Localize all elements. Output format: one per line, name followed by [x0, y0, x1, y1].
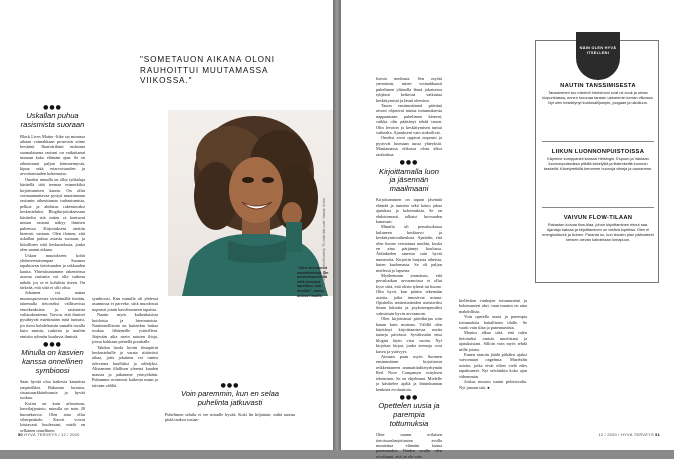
sidebar-divider	[542, 207, 654, 208]
section-heading: Voin paremmin, kun en selaa puhelinta jatkuvasti	[180, 389, 280, 407]
sidebar-item-title: NAUTIN TANSSIMISESTA	[560, 83, 636, 89]
paragraph: Kotini on kuin arboretum, kasvilajiputoto, minulla on noin 20 huonekasvia. Olen aina ollut viherpeukalo. Kasvit voivat loistavasti huolessani, mielä on sellainen onnellinen	[20, 400, 85, 433]
section-divider: ●●●	[399, 159, 419, 167]
paragraph: lisesta mediasta. Sen myötä ymmärsin, miten voimakkaasti puhelimen ylätaolla läsnä jokaisessa tyhjässä hetkessä vaikuttaa keskittymistä ja läsnä olemista.	[376, 76, 442, 103]
paragraph: Olen saanut erilaisen tietoisuusharjoitusten avulla muutettua elämäni laatua paremmaksi. Näiden avulla olen oivaltanut, että on ole vain	[376, 432, 442, 459]
end-mark-icon: ●	[487, 384, 490, 390]
paragraph: Saan hyvää oloa kaikesta kauniista ympärilläni. Rakastan luontoa, sisustusarkkitehtuuria ja hyvää ruokaa.	[20, 379, 85, 401]
photo-caption: "Olen innostunut neurotieteistä. On motivoivaa tietää mitä aivoissa tapahtuu, kun meditoi", sanoo Amina Khalifa.	[297, 266, 329, 298]
sidebar-item-title: LIIKUN LUONNONPUISTOISSA	[551, 149, 645, 155]
section-divider: ●●●	[220, 382, 240, 389]
sidebar-item-title: VAIVUN FLOW-TILAAN	[563, 215, 633, 221]
right-column-1	[376, 76, 442, 459]
paragraph: Black Lives Matter -liike sai minussa aikaan voimakkaan prosessin viime keväänä. Ihonväriltäni ruskeana suomalaisena rasismi on vaikuttanut minuun koko elämäni ajan. Se on aiheuttanut paljon hämmennystä, kipua sekä eriarvoisuuden ja arvottomuuden kokemusta.	[20, 133, 85, 177]
paragraph: Olen kirjoittanut päiväkirjaa niin kauan kuin muistan. Välillä olen käyttänyt kirjoittamisessa useita tunteja päivässä. Syvätissään ensa blogini täytti vissi vuotta. Nyt kirjoitan kirjaa, jonka teemoja ovat kasvu ja ystävyys.	[376, 316, 442, 354]
page-number: 51	[655, 432, 660, 437]
paragraph: Omeksi aivot oppivat nopeasti ja pystyvät luomaan uusia yhteyksiä. Muutamassa viikossa oloni alkoi rauhoittua.	[376, 135, 442, 157]
paragraph: Kirjoittaminen on tapani jäsentää elämää ja tuntetta sekä keino jakaa ajatuksia ja kokemuksia. Se on ehdottomasti talkaisi luovuuden kanavani.	[376, 197, 442, 224]
folio-left	[18, 432, 80, 437]
paragraph: Ennen saatoin jäädä pitkäksi ajaksi vatvomaan ongelmia. Murehdin asioita, jotka eivät olleet vielä edes tapahtuneet. Nyt selviänkin koko ajan vähemmän.	[459, 352, 527, 379]
page-gutter	[333, 0, 341, 450]
paragraph: Voin opetella uusia ja parempia tottumuksia haitallisten tilalle. Se vaatii vain tilaa ja paneutumista.	[459, 314, 527, 331]
paragraph: Muutos alkaa siitä, että tulen tietoiseksi omista tunteistani ja ajatuksistani. Silloin voin myös tehdä niille jotain.	[459, 330, 527, 352]
section-heading: Uskallan puhua rasismista suoraan	[20, 111, 85, 129]
paragraph: Jokainen voi auttaa muutosprosessia sivistämällä itseään, tukemalla tietoiseksi vallitsevista etuoikeuksista ja rasismista valtarakenteena. Toivon, että ihmiset pysähtyvät miettimään mitä tuntuisi, jos itsesi kohdeltaisiin samalla tavalla kuin muista, ruskeita ja muihin etnisiin ryhmiin kuuluvia ihmisiä.	[20, 290, 85, 339]
paragraph: Minulla oli perusluokassa kuluneen keskiarvo ja keskittymisvaikeuksia. Ajattelin, että olen huono verrattuna muihin, koska en aina pärjännyt koulussa. Äidinkielen aineista sain hyviä numeroita. Kirjoitin hurjasta aiheista, kuten kuolemasta. Se oli paljon mielessä jo lapsena.	[376, 224, 442, 273]
left-column-4	[165, 380, 295, 422]
paragraph	[459, 379, 527, 390]
paragraph: Aiotaan paan myös Suomen ensimmäisen kirjoittavat reikkentaneen ammattitulitetyrhymän Red Nose Companyn esityksen tekemisen. Se on ohjelmani. Mielelle ja käsittelee ajaltä ja ihminkunnan henkistä evoluutiota.	[376, 354, 442, 392]
paragraph: Uskon muutokseen kohti yhdenvertaisempaa Suomea tapahtuvan tietoisuuden ja rakkauden kautta. Yhteiskuntamme rakenteissa asuvaa rasismia voi olla vaikeaa nähdä, jos se ei kohdistu itseen. On tärkeää, että siitä ei silti olisa.	[20, 252, 85, 290]
sidebar-item	[542, 83, 654, 106]
sidebar-item-body: Rakastan luovaa flow-tilaa, johon kirjoittaminen minut saa. Ajantaju katoaa ja kirjoittaminen on vetävä lopettaa. Olen ei energisoitunut ja iloinen. Paranta on, kun teuden pian päävaiseni kenken olevan kahdeksan lomapuun.	[542, 222, 654, 242]
section-heading: Minulla on kasvien kanssa onnellinen symbioosi	[21, 348, 84, 375]
paragraph: Tauon ensimmäisenä päivänä aivoni ohjasivat minua tottumuksesta nappaamaan puhelimen käteeni, vaikka olin päättänyt tehdä tauon. Olin levoton ja keskittymisen tuntui vaikealta. Ajatukseni vain sinkoilivat.	[376, 103, 442, 136]
paragraph: Naatin myös kaikenlaisista hoidoista ja hieronnoista. Nautinnollisinta on kuitenkin lattiaa ruokaa lähteneille ystävilleni. Järjestän aika usein naisten iltoja, joissa kokkaan pienellä porukalle.	[92, 312, 158, 345]
sidebar-item	[542, 215, 654, 243]
right-column-2	[459, 298, 527, 390]
paragraph: Puhelimen selailu ei tee minulle hyvää. Koki lin hiljattain, miltä tuntuu pitää taukoa sosiaa-	[165, 411, 295, 422]
paragraph: Myöhemmin ymmärsin, että perusluokan arvosanoissa ei ollut kyse siitä, että olisin tyhmä tai huono. Olin hyvä, kun pääsin tekemään asioita, jotka innostivat minua. Opiskelin teatteritaiteiden maisteriksi ilman lukioita ja psykoterapeutiksi valmistuin hyvin arvosanoin.	[376, 272, 442, 316]
photo-credit: Viivat marmorissa: Lieko/Ikimetsä, "Ei enää tätä uutta" Naakat; Alusta	[322, 198, 326, 296]
sidebar-item-body: Käymme kumppanini kanssa Helsingin, Espoon ja Vantaan luonnonpuistoissa pitkillä kävelyillä ja iltalenkeillä luonnon keskellä. Kävelyretkillä keromme huonoja vitseja ja nauramme.	[543, 156, 653, 171]
section-heading: Kirjoittamalla luon ja jäsennän maailmaani	[379, 166, 439, 193]
magazine-issue: 12 / 2020 / HYVÄ TERVEYS	[598, 432, 654, 437]
pull-quote: "SOMETAUON AIKANA OLONI RAUHOITTUI MUUTAMASSA VIIKOSSA."	[140, 55, 275, 86]
section-divider: ●●●	[43, 104, 62, 111]
section-divider: ●●●	[43, 341, 62, 349]
paragraph: symbioosi. Kun minulla oli yhdessä asunnossa ei parveke, siitä muodostui nopeasti jotain kasvihuoneen tapaista.	[92, 296, 158, 312]
left-column-2	[92, 296, 158, 388]
paragraph: kiellettien vanhojen tottumusteni ja kokemustesi uhri, vaan muutos on aina mahdollista.	[459, 298, 527, 314]
left-page	[0, 0, 333, 450]
paragraph-text: Joskus muutos tuntui pelottavalta. Nyt janoan sitä.	[459, 379, 527, 390]
section-heading: Opettelen uusia ja parempia tottumuksia	[378, 401, 440, 428]
section-divider: ●●●	[399, 393, 419, 401]
paragraph: Tahdon luoda hyvän ilmapiirin keskusteluille ja varata riittävästi aikaa, jotta jokainen voi tuntea tulevansa kuulluksi ja nähdyksi. Alistamme illallisen yleensä kauden mausta ja jatkamme yömyöhään. Puhumme avoimesti kaikesta maan ja taivaan väliltä.	[92, 344, 158, 388]
sidebar-divider	[542, 141, 654, 142]
sidebar-box	[535, 40, 659, 283]
magazine-issue: HYVÄ TERVEYS / 12 / 2020	[24, 432, 80, 437]
right-page	[341, 0, 674, 459]
folio-right	[598, 432, 660, 437]
paragraph: Omeksi minulla on ollut työkaluja käsitellä tätä teemaa esimerkiksi kirjoittamisen kautta. On ollut voimaannuttavaa pystyä muuttamaan rasismin aiheuttamaa turhautumista, pelkoa ja ahdistus rakentavaksi keskusteluksi. Blogikirjoituksessani käsittelin sitä miten ra kentuvat minun rasismi näkyy ihmisen puheessa. Kirjoitukseni otettiin hienosti vastaan. Olen iloinen, että uskallan puhua asiasta suoraan, ja kiitollinen siitä keskustelusta, jonka olen saanut aikaan.	[20, 176, 85, 253]
sidebar-badge: NÄIN OLEN HYVÄ ITSELLENI	[576, 32, 620, 80]
page-number: 50	[18, 432, 23, 437]
sidebar-item-body: Tanssiminen tuo mieleni! Intohimoni ovat rsi zouk ja urban kizpuristassa, ennen koronaa tanssin useammin kerran viikossa. Nyt olen keskittynyt kuntosaliljumpin, joogaan ja ulkoiluun.	[542, 90, 654, 105]
sidebar-item	[542, 149, 654, 172]
left-column-1	[20, 102, 85, 433]
